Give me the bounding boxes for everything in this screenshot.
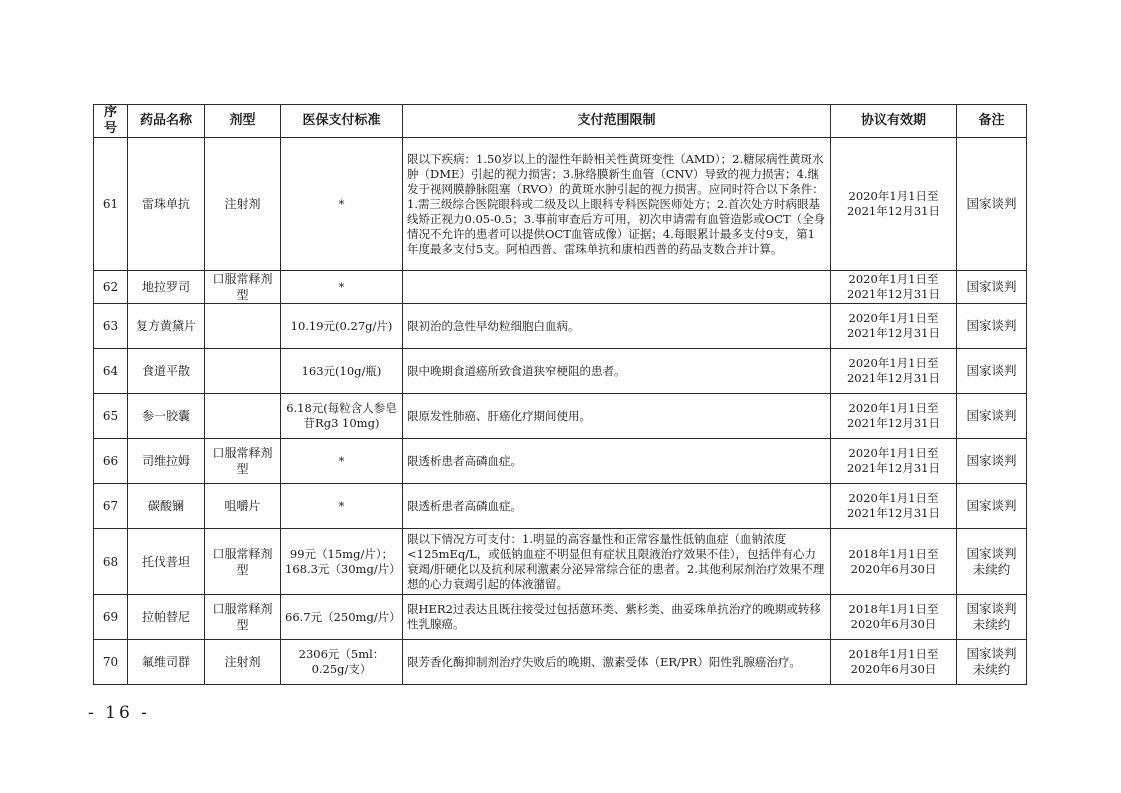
cell-standard: 163元(10g/瓶) — [281, 349, 403, 394]
cell-seq: 62 — [94, 271, 128, 304]
header-remark: 备注 — [957, 105, 1027, 138]
cell-validity — [831, 595, 957, 640]
cell-standard: 2306元（5ml：0.25g/支） — [281, 640, 403, 685]
cell-standard: * — [281, 439, 403, 484]
page-number: - 16 - — [88, 703, 150, 723]
validity-end: 2021年12月31日 — [846, 287, 941, 301]
cell-form — [205, 304, 281, 349]
cell-standard: * — [281, 271, 403, 304]
cell-name: 地拉罗司 — [128, 271, 205, 304]
cell-standard: 99元（15mg/片）；168.3元（30mg/片） — [281, 529, 403, 595]
cell-validity — [831, 640, 957, 685]
cell-form — [205, 394, 281, 439]
cell-seq: 66 — [94, 439, 128, 484]
cell-scope: 限初治的急性早幼粒细胞白血病。 — [403, 304, 831, 349]
drug-payment-table — [93, 104, 1027, 685]
cell-remark: 国家谈判未续约 — [957, 595, 1027, 640]
cell-name: 司维拉姆 — [128, 439, 205, 484]
validity-start: 2020年1月1日至 — [848, 356, 939, 370]
cell-remark: 国家谈判 — [957, 304, 1027, 349]
table-row — [94, 271, 1027, 304]
cell-name: 参一胶囊 — [128, 394, 205, 439]
cell-seq: 61 — [94, 138, 128, 271]
table-row — [94, 349, 1027, 394]
cell-name: 复方黄黛片 — [128, 304, 205, 349]
cell-validity — [831, 529, 957, 595]
cell-scope: 限透析患者高磷血症。 — [403, 439, 831, 484]
table-row — [94, 439, 1027, 484]
cell-name: 食道平散 — [128, 349, 205, 394]
header-name: 药品名称 — [128, 105, 205, 138]
validity-end: 2021年12月31日 — [846, 506, 941, 520]
cell-scope: 限原发性肺癌、肝癌化疗期间使用。 — [403, 394, 831, 439]
cell-seq: 68 — [94, 529, 128, 595]
validity-start: 2020年1月1日至 — [848, 189, 939, 203]
validity-end: 2020年6月30日 — [850, 561, 937, 576]
cell-scope: 限芳香化酶抑制剂治疗失败后的晚期、激素受体（ER/PR）阳性乳腺癌治疗。 — [403, 640, 831, 685]
cell-validity — [831, 484, 957, 529]
validity-start: 2020年1月1日至 — [848, 446, 939, 460]
cell-name: 碳酸镧 — [128, 484, 205, 529]
cell-seq: 64 — [94, 349, 128, 394]
table-row — [94, 484, 1027, 529]
cell-form: 注射剂 — [205, 640, 281, 685]
cell-scope: 限透析患者高磷血症。 — [403, 484, 831, 529]
validity-end: 2021年12月31日 — [846, 204, 941, 218]
cell-seq: 70 — [94, 640, 128, 685]
cell-validity — [831, 271, 957, 304]
cell-standard: 66.7元（250mg/片） — [281, 595, 403, 640]
cell-remark: 国家谈判未续约 — [957, 640, 1027, 685]
validity-end: 2020年6月30日 — [850, 662, 937, 676]
validity-start: 2020年1月1日至 — [848, 311, 939, 325]
header-form: 剂型 — [205, 105, 281, 138]
cell-remark: 国家谈判 — [957, 484, 1027, 529]
cell-standard: 6.18元(每粒含人参皂苷Rg3 10mg) — [281, 394, 403, 439]
table-row — [94, 529, 1027, 595]
cell-form: 咀嚼片 — [205, 484, 281, 529]
cell-name: 雷珠单抗 — [128, 138, 205, 271]
validity-start: 2018年1月1日至 — [848, 647, 939, 661]
cell-name: 拉帕替尼 — [128, 595, 205, 640]
validity-end: 2020年6月30日 — [850, 617, 937, 631]
cell-seq: 63 — [94, 304, 128, 349]
validity-start: 2020年1月1日至 — [848, 491, 939, 505]
validity-end: 2021年12月31日 — [846, 326, 941, 340]
cell-standard: * — [281, 138, 403, 271]
cell-scope: 限HER2过表达且既往接受过包括蒽环类、紫杉类、曲妥珠单抗治疗的晚期或转移性乳腺癌。 — [403, 595, 831, 640]
cell-remark: 国家谈判未续约 — [957, 529, 1027, 595]
table-header-row — [94, 105, 1027, 138]
cell-scope: 限中晚期食道癌所致食道狭窄梗阻的患者。 — [403, 349, 831, 394]
cell-form: 口服常释剂型 — [205, 529, 281, 595]
cell-validity — [831, 138, 957, 271]
cell-remark: 国家谈判 — [957, 271, 1027, 304]
cell-standard: * — [281, 484, 403, 529]
cell-scope — [403, 271, 831, 304]
table-body — [94, 138, 1027, 685]
validity-start: 2020年1月1日至 — [848, 272, 939, 286]
cell-form: 口服常释剂型 — [205, 439, 281, 484]
table-row — [94, 304, 1027, 349]
header-scope: 支付范围限制 — [403, 105, 831, 138]
cell-standard: 10.19元(0.27g/片) — [281, 304, 403, 349]
cell-validity — [831, 394, 957, 439]
cell-name: 托伐普坦 — [128, 529, 205, 595]
validity-start: 2020年1月1日至 — [848, 401, 939, 415]
table-row — [94, 595, 1027, 640]
cell-remark: 国家谈判 — [957, 138, 1027, 271]
header-standard: 医保支付标准 — [281, 105, 403, 138]
validity-start: 2018年1月1日至 — [848, 602, 939, 616]
cell-form — [205, 349, 281, 394]
cell-scope: 限以下情况方可支付：1.明显的高容量性和正常容量性低钠血症（血钠浓度<125mEq/L，或低钠血症不明显但有症状且限液治疗效果不佳），包括伴有心力衰竭/肝硬化以及抗利尿利激素分泌异常综合征的患者。2.其他利尿剂治疗效果不理想的心力衰竭引起的体液潴留。 — [403, 529, 831, 595]
cell-remark: 国家谈判 — [957, 394, 1027, 439]
table-row — [94, 640, 1027, 685]
cell-seq: 67 — [94, 484, 128, 529]
validity-start: 2018年1月1日至 — [848, 546, 939, 561]
cell-remark: 国家谈判 — [957, 349, 1027, 394]
validity-end: 2021年12月31日 — [846, 461, 941, 475]
cell-seq: 69 — [94, 595, 128, 640]
table-row — [94, 138, 1027, 271]
cell-validity — [831, 349, 957, 394]
cell-form: 口服常释剂型 — [205, 595, 281, 640]
cell-seq: 65 — [94, 394, 128, 439]
cell-validity — [831, 439, 957, 484]
cell-remark: 国家谈判 — [957, 439, 1027, 484]
header-validity: 协议有效期 — [831, 105, 957, 138]
cell-form: 口服常释剂型 — [205, 271, 281, 304]
validity-end: 2021年12月31日 — [846, 416, 941, 430]
validity-end: 2021年12月31日 — [846, 371, 941, 385]
header-seq: 序号 — [94, 105, 128, 138]
cell-name: 氟维司群 — [128, 640, 205, 685]
cell-form: 注射剂 — [205, 138, 281, 271]
cell-scope: 限以下疾病：1.50岁以上的湿性年龄相关性黄斑变性（AMD）；2.糖尿病性黄斑水肿（DME）引起的视力损害；3.脉络膜新生血管（CNV）导致的视力损害；4.继发于视网膜静脉阻塞（RVO）的黄斑水肿引起的视力损害。应同时符合以下条件：1.需三级综合医院眼科或二级及以上眼科专科医院医师处方；2.首次处方时病眼基线矫正视力0.05-0.5；3.事前审查后方可用，初次申请需有血管造影或OCT（全身情况不允许的患者可以提供OCT血管成像）证据；4.每眼累计最多支付9支，第1年度最多支付5支。阿柏西普、雷珠单抗和康柏西普的药品支数合并计算。 — [403, 138, 831, 271]
table-row — [94, 394, 1027, 439]
cell-validity — [831, 304, 957, 349]
